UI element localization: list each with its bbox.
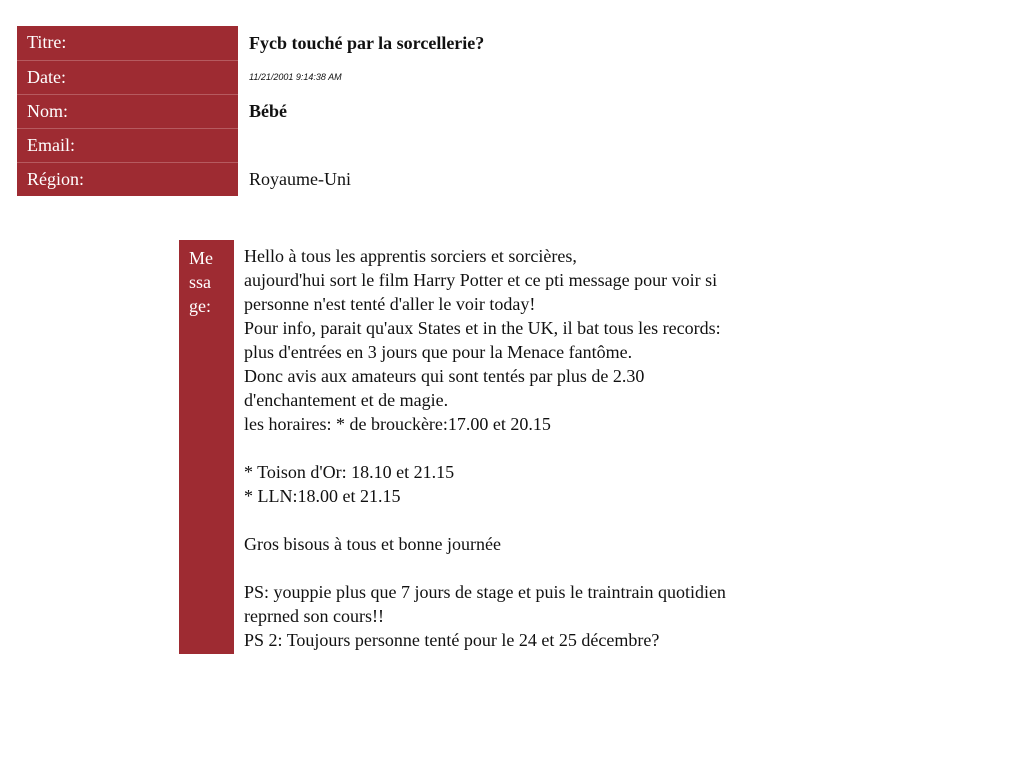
message-line: reprned son cours!!: [244, 606, 384, 626]
message-line: [244, 508, 804, 532]
message-line: * Toison d'Or: 18.10 et 21.15: [244, 462, 455, 482]
title-row: [17, 26, 484, 60]
message-label-part: ssa: [189, 272, 211, 292]
email-row: [17, 128, 484, 162]
post-header-table: [17, 26, 484, 196]
message-line: [244, 556, 804, 580]
post-title: Fycb touché par la sorcellerie?: [249, 32, 485, 53]
author-email: [238, 128, 484, 162]
message-line: personne n'est tenté d'aller le voir today!: [244, 294, 536, 314]
region-row: [17, 162, 484, 196]
message-line: aujourd'hui sort le film Harry Potter et ce pti message pour voir si: [244, 270, 718, 290]
message-line: [244, 436, 804, 460]
message-line: plus d'entrées en 3 jours que pour la Menace fantôme.: [244, 342, 633, 362]
message-line: Pour info, parait qu'aux States et in the UK, il bat tous les records:: [244, 318, 721, 338]
message-line: PS: youppie plus que 7 jours de stage et puis le traintrain quotidien: [244, 582, 726, 602]
name-label: Nom:: [17, 94, 238, 128]
name-row: [17, 94, 484, 128]
message-line: Hello à tous les apprentis sorciers et sorcières,: [244, 246, 577, 266]
message-line: Donc avis aux amateurs qui sont tentés par plus de 2.30: [244, 366, 645, 386]
message-line: les horaires: * de brouckère:17.00 et 20.15: [244, 414, 551, 434]
post-date: 11/21/2001 9:14:38 AM: [249, 72, 342, 82]
date-label: Date:: [17, 60, 238, 94]
message-label: [179, 240, 234, 654]
message-label-part: ge:: [189, 296, 211, 316]
message-line: d'enchantement et de magie.: [244, 390, 449, 410]
author-name: Bébé: [249, 100, 287, 121]
message-label-part: Me: [189, 248, 213, 268]
message-line: PS 2: Toujours personne tenté pour le 24 et 25 décembre?: [244, 630, 660, 650]
message-line: * LLN:18.00 et 21.15: [244, 486, 401, 506]
title-label: Titre:: [17, 26, 238, 60]
message-line: Gros bisous à tous et bonne journée: [244, 534, 501, 554]
date-row: [17, 60, 484, 94]
author-region: Royaume-Uni: [249, 168, 351, 189]
message-body: [234, 240, 804, 654]
region-label: Région:: [17, 162, 238, 196]
email-label: Email:: [17, 128, 238, 162]
message-block: [179, 240, 804, 654]
